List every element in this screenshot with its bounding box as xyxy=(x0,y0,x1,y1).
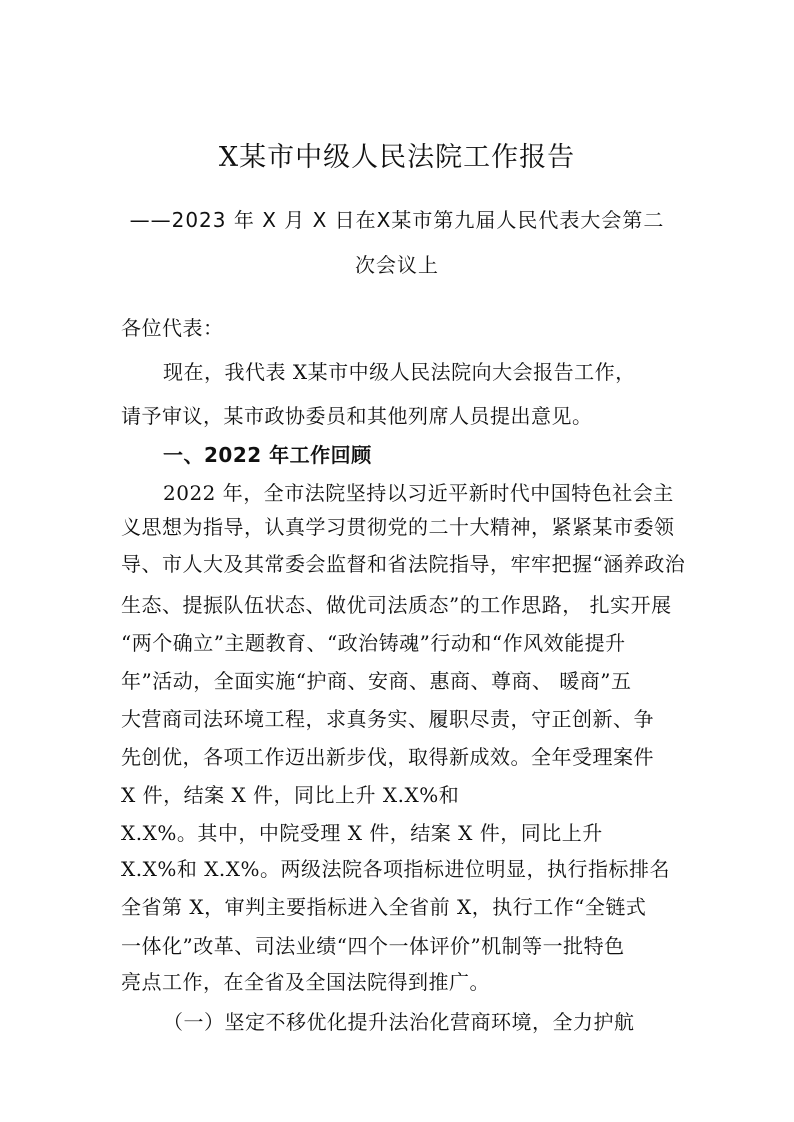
subtitle-line-2: 次会议上 xyxy=(355,253,439,277)
salutation: 各位代表： xyxy=(121,316,224,340)
subtitle-line-1: ——2023 年 X 月 X 日在X某市第九届人民代表大会第二 xyxy=(129,208,665,232)
body-line: 一体化”改革、司法业绩“四个一体评价”机制等一批特色 xyxy=(121,934,625,958)
body-line: 亮点工作，在全省及全国法院得到推广。 xyxy=(121,970,490,994)
body-line: 导、市人大及其常委会监督和省法院指导，牢牢把握“涵养政治 xyxy=(121,552,686,576)
body-line: 年”活动，全面实施“护商、安商、惠商、尊商、 暖商”五 xyxy=(121,669,632,693)
intro-line: 现在，我代表 X某市中级人民法院向大会报告工作， xyxy=(163,360,636,384)
body-line: 义思想为指导，认真学习贯彻党的二十大精神，紧紧某市委领 xyxy=(121,515,675,539)
subsection-heading: （一）坚定不移优化提升法治化营商环境，全力护航 xyxy=(163,1010,635,1034)
section-heading: 一、2022 年工作回顾 xyxy=(163,443,372,467)
page-title: X某市中级人民法院工作报告 xyxy=(218,142,576,173)
body-line: 全省第 X，审判主要指标进入全省前 X，执行工作“全链式 xyxy=(121,895,647,919)
body-line: X 件，结案 X 件，同比上升 X.X%和 xyxy=(121,783,460,807)
intro-line: 请予审议，某市政协委员和其他列席人员提出意见。 xyxy=(121,404,593,428)
body-line: 大营商司法环境工程，求真务实、履职尽责，守正创新、争 xyxy=(121,707,654,731)
body-line: X.X%和 X.X%。两级法院各项指标进位明显，执行指标排名 xyxy=(121,857,671,881)
body-line: “两个确立”主题教育、“政治铸魂”行动和“作风效能提升 xyxy=(121,631,626,655)
body-line: 先创优，各项工作迈出新步伐，取得新成效。全年受理案件 xyxy=(121,745,654,769)
body-line: 生态、提振队伍状态、做优司法质态”的工作思路， 扎实开展 xyxy=(121,593,672,617)
body-line: X.X%。其中，中院受理 X 件，结案 X 件，同比上升 xyxy=(121,821,603,845)
body-line: 2022 年，全市法院坚持以习近平新时代中国特色社会主 xyxy=(163,481,674,505)
